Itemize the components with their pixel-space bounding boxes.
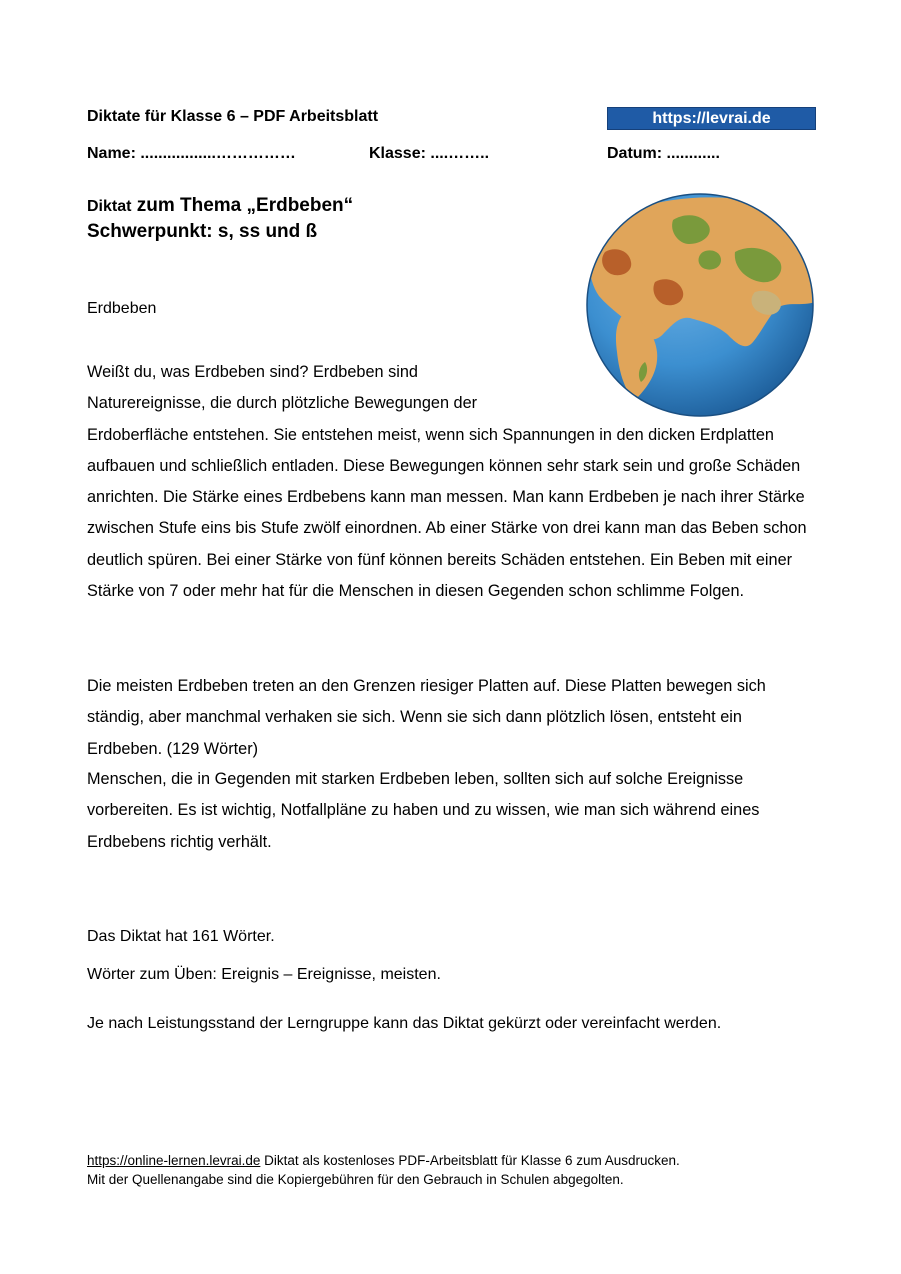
practice-words: Wörter zum Üben: Ereignis – Ereignisse, meisten.	[87, 966, 441, 983]
footer-link[interactable]: https://online-lernen.levrai.de	[87, 1153, 261, 1168]
website-url-badge[interactable]: https://levrai.de	[607, 107, 816, 130]
dictation-paragraph-3: Menschen, die in Gegenden mit starken Erdbeben leben, sollten sich auf solche Ereignisse vorbereiten. Es ist wichtig, Notfallpläne zu haben und zu wissen, wie man sich während eines Erdbebens richtig verhält.	[87, 770, 760, 851]
worksheet-title: Diktate für Klasse 6 – PDF Arbeitsblatt	[87, 108, 379, 125]
text-title: Erdbeben	[87, 300, 157, 317]
teacher-note: Je nach Leistungsstand der Lerngruppe kann das Diktat gekürzt oder vereinfacht werden.	[87, 1015, 722, 1032]
heading-prefix: Diktat	[87, 198, 132, 215]
footer	[87, 1151, 680, 1189]
dictation-paragraph-1	[87, 357, 812, 607]
footer-line-1	[87, 1151, 680, 1170]
name-field: Name: .................……………	[87, 145, 296, 162]
dictation-paragraph-2: Die meisten Erdbeben treten an den Grenzen riesiger Platten auf. Diese Platten bewegen sich ständig, aber manchmal verhaken sie sich. Wenn sie sich dann plötzlich lösen, entsteht ein Erdbeben. (129 Wörter)	[87, 677, 766, 758]
word-count: Das Diktat hat 161 Wörter.	[87, 928, 275, 945]
dictation-heading	[87, 194, 353, 219]
focus-heading: Schwerpunkt: s, ss und ß	[87, 221, 318, 242]
paragraph-1-body: Erdoberfläche entstehen. Sie entstehen meist, wenn sich Spannungen in den dicken Erdplatten aufbauen und schließlich entladen. Diese Bewegungen können sehr stark sein und große Schäden anrichten. Die Stärke eines Erdbebens kann man messen. Man kann Erdbeben je nach ihrer Stärke zwischen Stufe eins bis Stufe zwölf einordnen. Ab einer Stärke von drei kann man das Beben schon deutlich spüren. Bei einer Stärke von fünf können bereits Schäden entstehen. Ein Beben mit einer Stärke von 7 oder mehr hat für die Menschen in diesen Gegenden schon schlimme Folgen.	[87, 425, 807, 601]
footer-line-1-text: Diktat als kostenloses PDF-Arbeitsblatt für Klasse 6 zum Ausdrucken.	[260, 1153, 680, 1168]
heading-topic: zum Thema „Erdbeben“	[131, 195, 354, 216]
class-field: Klasse: ....……..	[369, 145, 490, 162]
date-field: Datum: ............	[607, 145, 720, 162]
footer-line-2: Mit der Quellenangabe sind die Kopiergebühren für den Gebrauch in Schulen abgegolten.	[87, 1172, 624, 1187]
paragraph-1-intro: Weißt du, was Erdbeben sind? Erdbeben sind Naturereignisse, die durch plötzliche Bewegungen der	[87, 363, 478, 413]
